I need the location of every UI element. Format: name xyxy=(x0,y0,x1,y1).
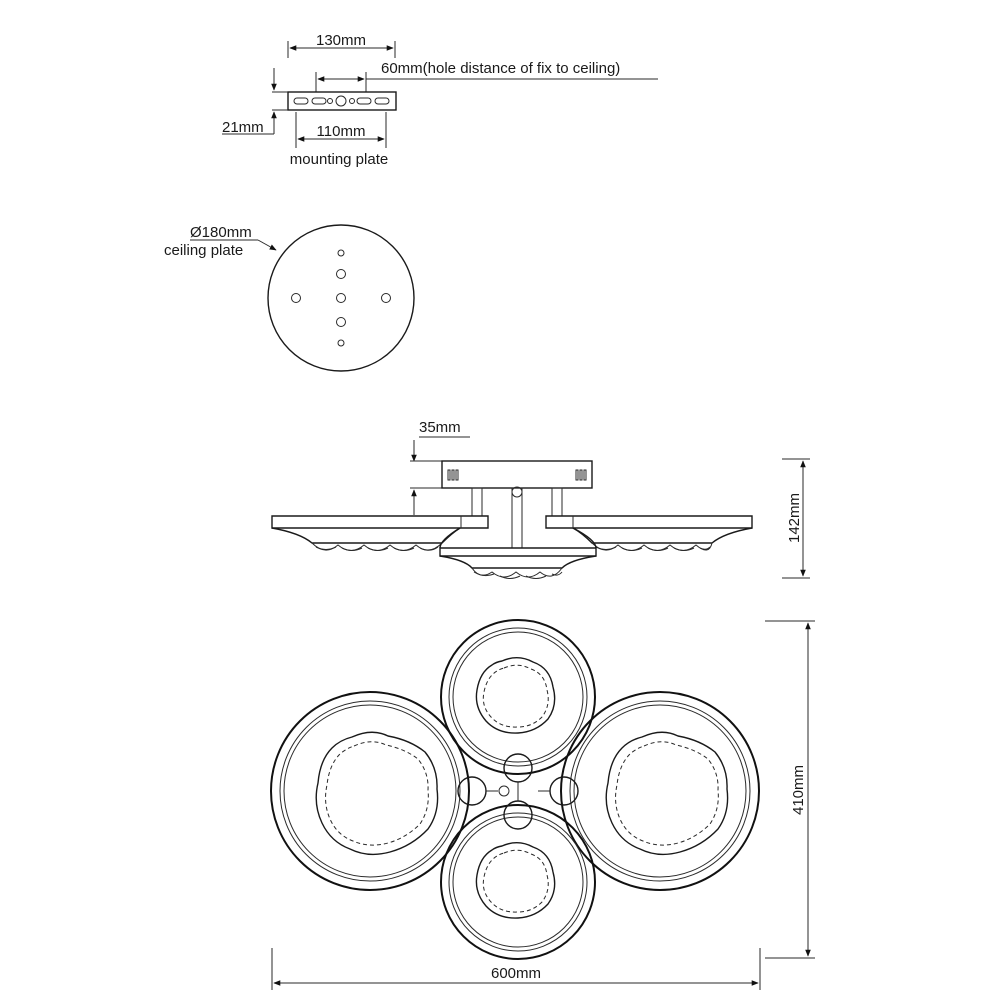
side-view-diagram xyxy=(272,419,810,579)
top-view-height-label: 410mm xyxy=(790,764,807,816)
ceiling-plate-diameter-label: Ø180mm xyxy=(190,224,252,241)
top-view-width-label: 600mm xyxy=(490,965,542,982)
mounting-plate-inner-width-label: 110mm xyxy=(316,123,366,140)
left-ring xyxy=(271,692,469,890)
bottom-ring xyxy=(441,805,595,959)
mounting-plate-caption: mounting plate xyxy=(289,151,389,168)
hole-distance-label: 60mm(hole distance of fix to ceiling) xyxy=(381,60,621,77)
ceiling-plate-caption: ceiling plate xyxy=(164,242,244,259)
total-height-label: 142mm xyxy=(786,492,803,544)
ceiling-plate-diagram xyxy=(164,224,414,371)
top-ring xyxy=(441,620,595,774)
mounting-plate-diagram xyxy=(222,32,658,168)
mounting-plate-thickness-label: 21mm xyxy=(222,119,264,136)
top-view-diagram xyxy=(271,620,815,990)
canopy-height-label: 35mm xyxy=(419,419,461,436)
mounting-plate-width-label: 130mm xyxy=(315,32,367,49)
